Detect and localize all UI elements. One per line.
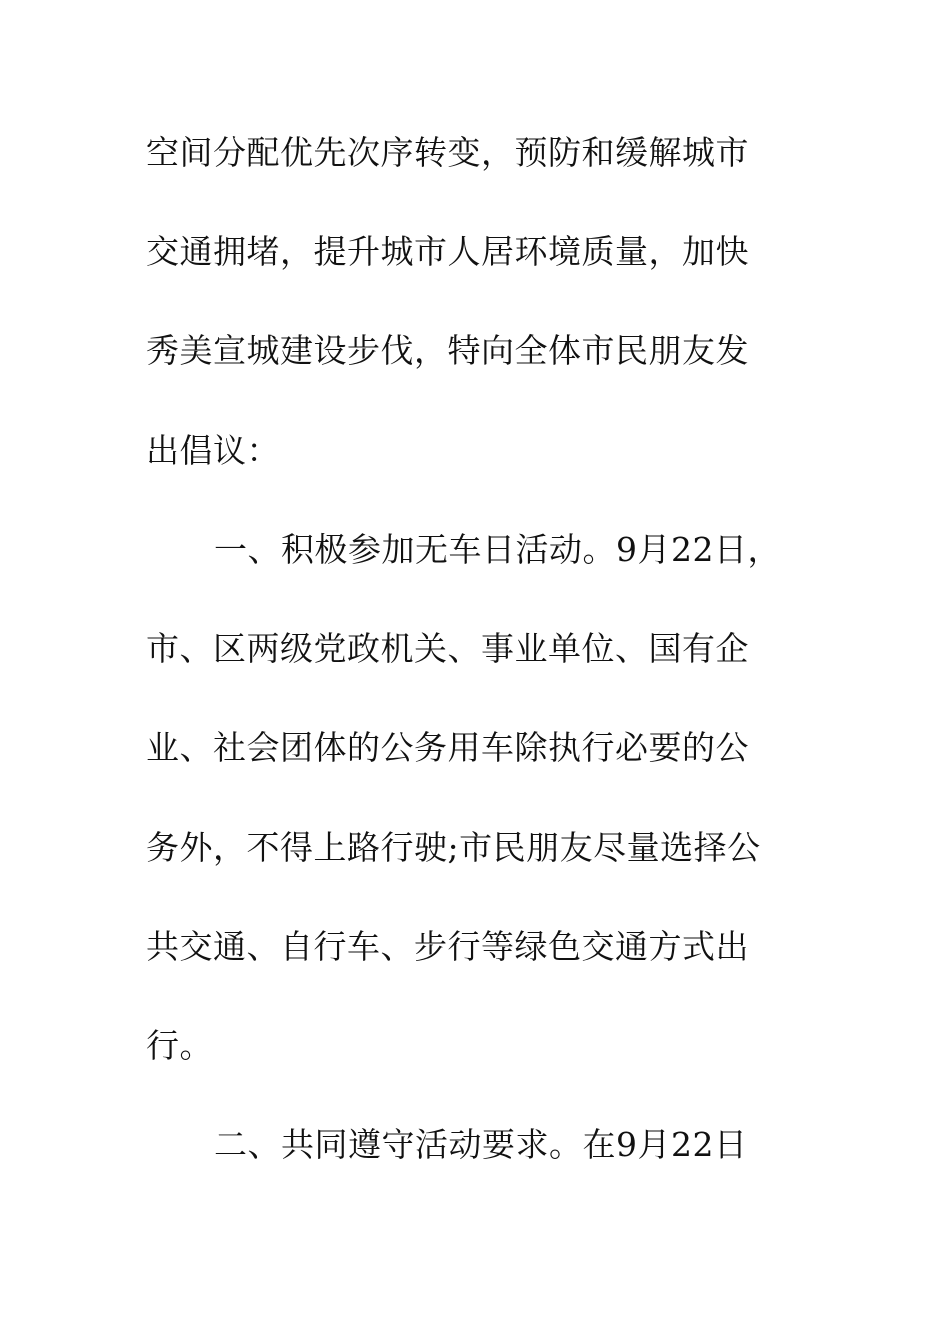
paragraph-start-line: 一、积极参加无车日活动。9月22日， bbox=[214, 530, 781, 569]
text-line: 交通拥堵，提升城市人居环境质量，加快 bbox=[146, 232, 749, 271]
paragraph-start-line: 二、共同遵守活动要求。在9月22日 bbox=[214, 1125, 748, 1164]
text-line: 出倡议： bbox=[146, 431, 280, 470]
text-line: 务外，不得上路行驶;市民朋友尽量选择公 bbox=[146, 828, 761, 867]
text-line: 市、区两级党政机关、事业单位、国有企 bbox=[146, 629, 749, 668]
text-line: 业、社会团体的公务用车除执行必要的公 bbox=[146, 728, 749, 767]
text-line: 空间分配优先次序转变，预防和缓解城市 bbox=[146, 133, 749, 172]
text-line: 行。 bbox=[146, 1026, 213, 1065]
text-line: 共交通、自行车、步行等绿色交通方式出 bbox=[146, 927, 749, 966]
text-line: 秀美宣城建设步伐，特向全体市民朋友发 bbox=[146, 331, 749, 370]
